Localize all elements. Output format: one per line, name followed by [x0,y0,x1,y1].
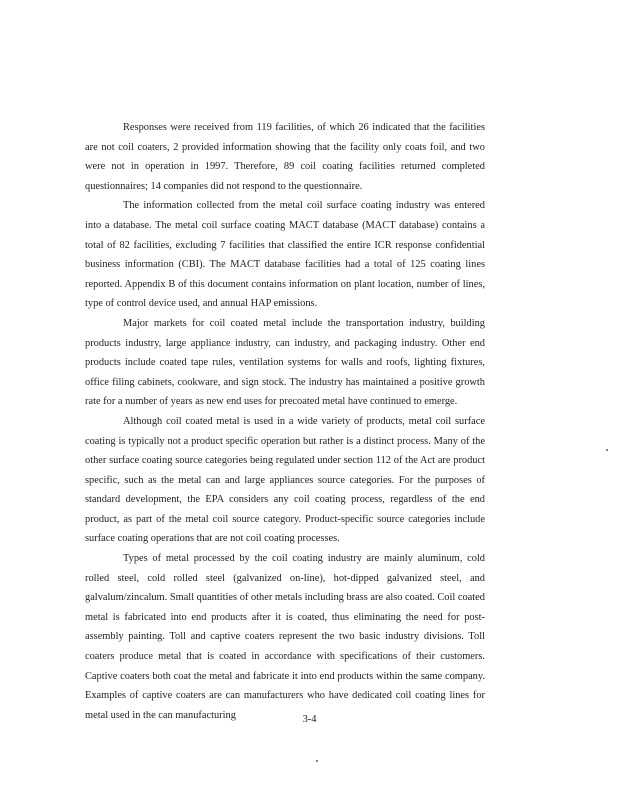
paragraph-responses: Responses were received from 119 facilities, of which 26 indicated that the facilities are not coil coaters, 2 provided information showing that the facility only coats foil, and two were not in operation in 1997. Therefore, 89 coil coating facilities returned completed questionnaires; 14 companies did not respond to the questionnaire. [85,122,485,192]
paragraph-metal-types: Types of metal processed by the coil coating industry are mainly aluminum, cold rolled steel, cold rolled steel (galvanized on-line), hot-dipped galvanized steel, and galvalum/zincalum. Small quantities of other metals including brass are also coated. Coil coated metal is fabricated into end products after it is coated, thus eliminating the need for post-assembly painting. Toll and captive coaters represent the two basic industry divisions. Toll coaters produce metal that is coated in accordance with specifications of their customers. Captive coaters both coat the metal and fabricate it into end products within the same company. Examples of captive coaters are can manufacturers who have dedicated coil coating lines for metal used in the can manufacturing [85,553,485,721]
scan-speck [316,760,318,762]
page-number: 3-4 [302,714,317,725]
paragraph-database: The information collected from the metal coil surface coating industry was entered into a database. The metal coil surface coating MACT database (MACT database) contains a total of 82 facilities, excluding 7 facilities that classified the entire ICR response confidential business information (CBI). The MACT database facilities had a total of 125 coating lines reported. Appendix B of this document contains information on plant location, number of lines, type of control device used, and annual HAP emissions. [85,200,485,310]
paragraph-process: Although coil coated metal is used in a wide variety of products, metal coil surface coating is typically not a product specific operation but rather is a distinct process. Many of the other surface coating source categories being regulated under section 112 of the Act are product specific, such as the metal can and large appliances source categories. For the purposes of standard development, the EPA considers any coil coating process, regardless of the end product, as part of the metal coil source category. Product-specific source categories include surface coating operations that are not coil coating processes. [85,415,485,545]
scan-speck [606,449,608,451]
paragraph-markets: Major markets for coil coated metal include the transportation industry, building products industry, large appliance industry, can industry, and packaging industry. Other end products include coated tape rules, ventilation systems for walls and roofs, lighting fixtures, office filing cabinets, cookware, and sign stock. The industry has maintained a positive growth rate for a number of years as new end uses for precoated metal have continued to emerge. [85,317,485,408]
body-text [85,118,485,725]
